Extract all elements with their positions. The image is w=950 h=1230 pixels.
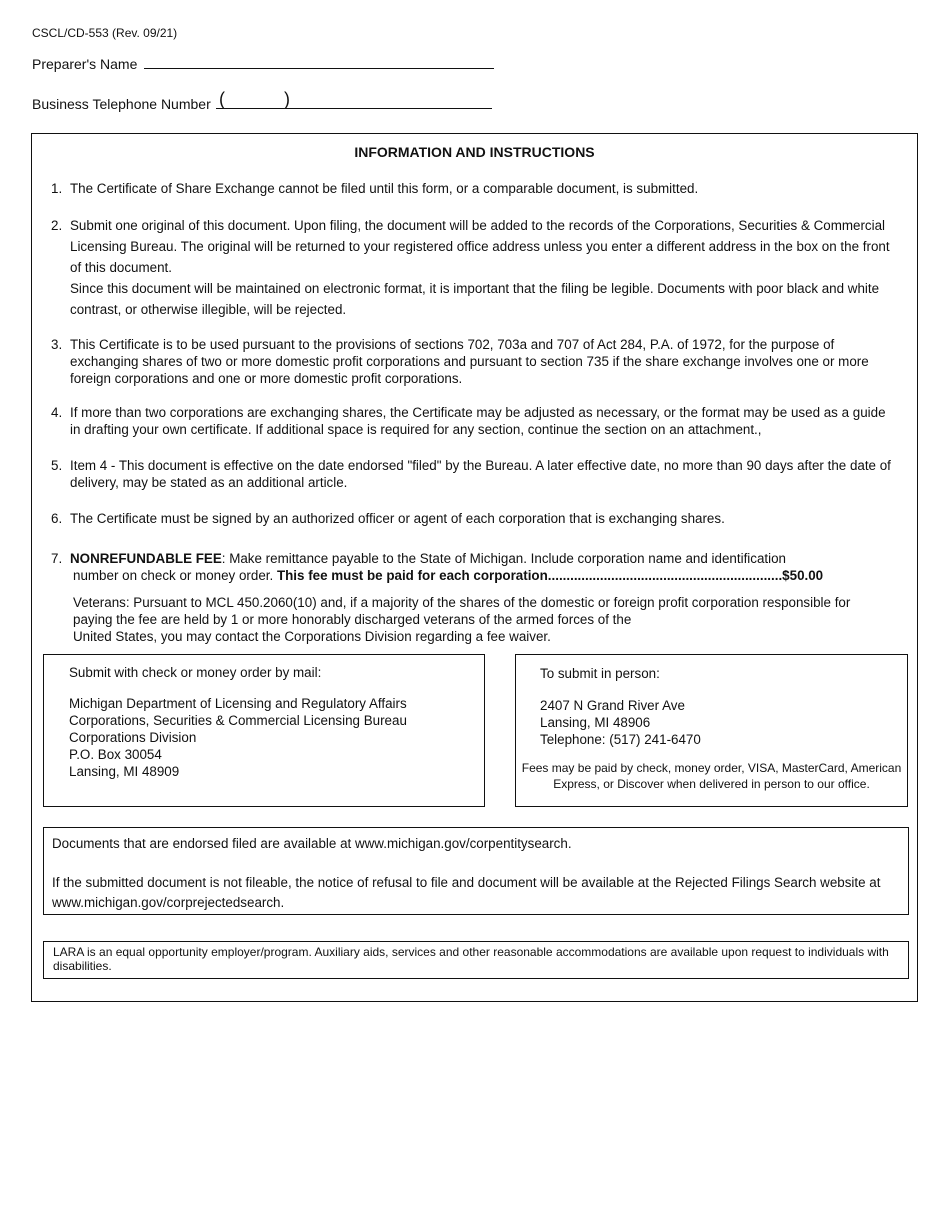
form-code: CSCL/CD-553 (Rev. 09/21) (32, 26, 178, 40)
item-text: The Certificate of Share Exchange cannot be filed until this form, or a comparable document, is submitted. (70, 181, 699, 196)
document-availability-box (43, 827, 909, 915)
rejected-filings-note: If the submitted document is not fileable, the notice of refusal to file and document will be available at the Rejected Filings Search website at www.michigan.gov/corprejectedsearch. (52, 875, 881, 910)
person-telephone-line: Telephone: (517) 241-6470 (540, 732, 701, 747)
item-number: 6. (51, 511, 63, 526)
item-number: 3. (51, 337, 63, 352)
business-telephone-label: Business Telephone Number (32, 96, 211, 112)
mail-submission-box (43, 654, 485, 807)
mail-box-title: Submit with check or money order by mail: (69, 665, 322, 680)
person-address-line: 2407 N Grand River Ave (540, 698, 685, 713)
fees-note-line-2: Express, or Discover when delivered in person to our office. (553, 777, 870, 791)
instructions-heading: INFORMATION AND INSTRUCTIONS (354, 144, 595, 160)
person-box-title: To submit in person: (540, 666, 660, 681)
mail-address-line: Michigan Department of Licensing and Regulatory Affairs (69, 696, 407, 711)
item-text-para-2: Since this document will be maintained on electronic format, it is important that the filing be legible. Documents with poor black and white contrast, or otherwise illegible, will be rejected. (70, 281, 880, 317)
nonrefundable-fee-label: NONREFUNDABLE FEE (70, 551, 222, 566)
preparer-name-field[interactable] (144, 68, 494, 69)
mail-address-line: Corporations, Securities & Commercial Licensing Bureau (69, 713, 407, 728)
item-number: 4. (51, 405, 63, 420)
endorsed-documents-note: Documents that are endorsed filed are available at www.michigan.gov/corpentitysearch. (52, 836, 572, 851)
item-text: If more than two corporations are exchanging shares, the Certificate may be adjusted as necessary, or the format may be used as a guide in drafting your own certificate. If additional space is required for any section, continue the section on an attachment., (70, 405, 886, 437)
item-number: 1. (51, 181, 63, 196)
item-number: 5. (51, 458, 63, 473)
fee-amount-line: This fee must be paid for each corporation...............................................................$50.00 (276, 568, 824, 583)
mail-address-line: Corporations Division (69, 730, 197, 745)
lara-equal-opportunity-box (43, 941, 909, 979)
fee-text: : Make remittance payable to the State of Michigan. Include corporation name and identification (221, 551, 786, 566)
item-number: 2. (51, 218, 63, 233)
fees-note-line-1: Fees may be paid by check, money order, VISA, MasterCard, American (521, 761, 902, 775)
veterans-line-1: Veterans: Pursuant to MCL 450.2060(10) and, if a majority of the shares of the domestic or foreign profit corporation responsible for (73, 595, 851, 610)
in-person-submission-box (515, 654, 908, 807)
mail-address-line: Lansing, MI 48909 (69, 764, 180, 779)
business-telephone-field[interactable] (216, 108, 492, 109)
item-text: The Certificate must be signed by an authorized officer or agent of each corporation that is exchanging shares. (70, 511, 725, 526)
preparer-name-label: Preparer's Name (32, 56, 138, 72)
fee-text-line-2: number on check or money order. (73, 568, 277, 583)
item-text-para-1: Submit one original of this document. Upon filing, the document will be added to the records of the Corporations, Securities & Commercial Licensing Bureau. The original will be returned to your registered office address unless you enter a different address in the box on the front of this document. (70, 218, 890, 275)
mail-address-line: P.O. Box 30054 (69, 747, 162, 762)
veterans-line-3: United States, you may contact the Corporations Division regarding a fee waiver. (73, 629, 551, 644)
veterans-note (70, 594, 901, 645)
veterans-line-2: paying the fee are held by 1 or more honorably discharged veterans of the armed forces of the (73, 612, 632, 627)
item-text (70, 550, 901, 645)
item-number: 7. (51, 551, 63, 566)
item-text (70, 215, 891, 320)
area-code-close-paren: ) (284, 89, 290, 109)
instructions-frame (31, 133, 918, 1002)
item-text: Item 4 - This document is effective on the date endorsed "filed" by the Bureau. A later effective date, no more than 90 days after the date of delivery, may be stated as an additional article. (70, 458, 891, 490)
person-address-line: Lansing, MI 48906 (540, 715, 651, 730)
item-text: This Certificate is to be used pursuant to the provisions of sections 702, 703a and 707 of Act 284, P.A. of 1972, for the purpose of exchanging shares of two or more domestic profit corporations and pursuant to section 735 if the share exchange involves one or more foreign corporations and one or more domestic profit corporations. (70, 337, 869, 386)
lara-statement: LARA is an equal opportunity employer/program. Auxiliary aids, services and other reasonable accommodations are available upon request to individuals with disabilities. (53, 945, 889, 973)
area-code-open-paren: ( (219, 89, 225, 109)
